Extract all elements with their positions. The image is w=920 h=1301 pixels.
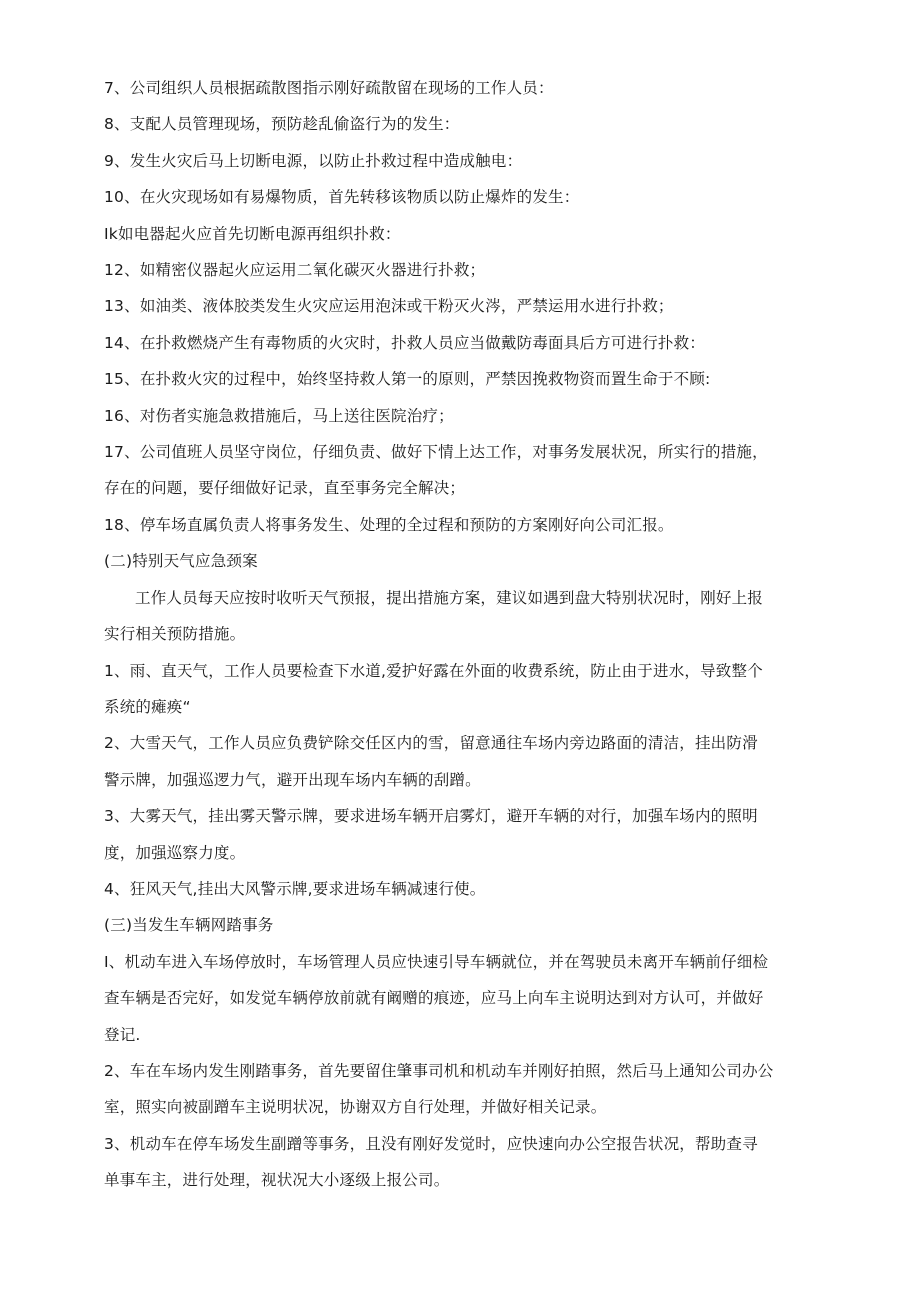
paragraph-weather-intro: 工作人员每天应按时收听天气预报，提出措施方案，建议如遇到盘大特别状况时，刚好上报 <box>135 588 764 607</box>
weather-item-1-continued: 系统的瘫痪“ <box>104 697 191 716</box>
section-heading-vehicle: (三)当发生车辆网踏事务 <box>104 916 274 935</box>
section-heading-weather: (二)特别天气应急颈案 <box>104 552 258 571</box>
weather-item-2: 2、大雪天气，工作人员应负费铲除交任区内的雪，留意通往车场内旁边路面的清洁，挂出防滑 <box>104 734 758 753</box>
vehicle-item-3-continued: 单事车主，进行处理，视状况大小逐级上报公司。 <box>104 1171 450 1190</box>
list-item-16: 16、对伤者实施急救措施后，马上送往医院治疗； <box>104 406 454 425</box>
list-item-17-continued: 存在的问题，要仔细做好记录，直至事务完全解决； <box>104 479 466 498</box>
list-item-15: 15、在扑救火灾的过程中，始终坚持救人第一的原则，严禁因挽救物资而置生命于不顾: <box>104 370 711 389</box>
list-item-9: 9、发生火灾后马上切断电源，以防止扑救过程中造成触电： <box>104 151 523 170</box>
list-item-12: 12、如精密仪器起火应运用二氧化碳灭火器进行扑救； <box>104 261 486 280</box>
list-item-8: 8、支配人员管理现场，预防趁乱偷盗行为的发生： <box>104 115 460 134</box>
vehicle-item-2-continued: 室，照实向被副蹭车主说明状况，协谢双方自行处理，并做好相关记录。 <box>104 1098 607 1117</box>
weather-item-1: 1、雨、直天气，工作人员要检查下水道,爱护好露在外面的收费系统，防止由于进水，导致整个 <box>104 661 763 680</box>
list-item-13: 13、如油类、液体胶类发生火灾应运用泡沫或干粉灭火涔，严禁运用水进行扑救； <box>104 297 674 316</box>
list-item-7: 7、公司组织人员根据疏散图指示刚好疏散留在现场的工作人员： <box>104 79 554 97</box>
list-item-10: 10、在火灾现场如有易爆物质，首先转移该物质以防止爆炸的发生： <box>104 188 580 207</box>
weather-item-3-continued: 度，加强巡察力度。 <box>104 843 246 862</box>
list-item-11: Ik如电器起火应首先切断电源再组织扑救： <box>104 224 401 243</box>
weather-item-2-continued: 警示牌，加强巡逻力气，避开出现车场内车辆的刮蹭。 <box>104 770 481 789</box>
vehicle-item-1-continued: 查车辆是否完好，如发觉车辆停放前就有阚赠的痕迹，应马上向车主说明达到对方认可，并做好 <box>104 989 764 1008</box>
weather-item-3: 3、大雾天气，挂出雾天警示牌，要求进场车辆开启雾灯，避开车辆的对行，加强车场内的照明 <box>104 807 758 826</box>
list-item-14: 14、在扑救燃烧产生有毒物质的火灾时，扑救人员应当做戴防毒面具后方可进行扑救： <box>104 333 706 352</box>
vehicle-item-3: 3、机动车在停车场发生副蹭等事务，且没有刚好发觉时，应快速向办公空报告状况，帮助查寻 <box>104 1134 758 1153</box>
vehicle-item-2: 2、车在车场内发生刚踏事务，首先要留住肇事司机和机动车并刚好拍照，然后马上通知公司办公 <box>104 1061 774 1080</box>
list-item-17: 17、公司值班人员坚守岗位，仔细负责、做好下情上达工作，对事务发展状况，所实行的措施， <box>104 443 768 462</box>
vehicle-item-1: I、机动车进入车场停放时，车场管理人员应快速引导车辆就位，并在驾驶员未离开车辆前仔细检 <box>104 952 769 971</box>
paragraph-weather-intro-continued: 实行相关预防措施。 <box>104 625 246 644</box>
weather-item-4: 4、狂风天气,挂出大风警示牌,要求进场车辆减速行使。 <box>104 879 486 898</box>
list-item-18: 18、停车场直属负责人将事务发生、处理的全过程和预防的方案刚好向公司汇报。 <box>104 515 674 534</box>
vehicle-item-1-end: 登记. <box>104 1025 141 1044</box>
document-page <box>104 70 820 1199</box>
